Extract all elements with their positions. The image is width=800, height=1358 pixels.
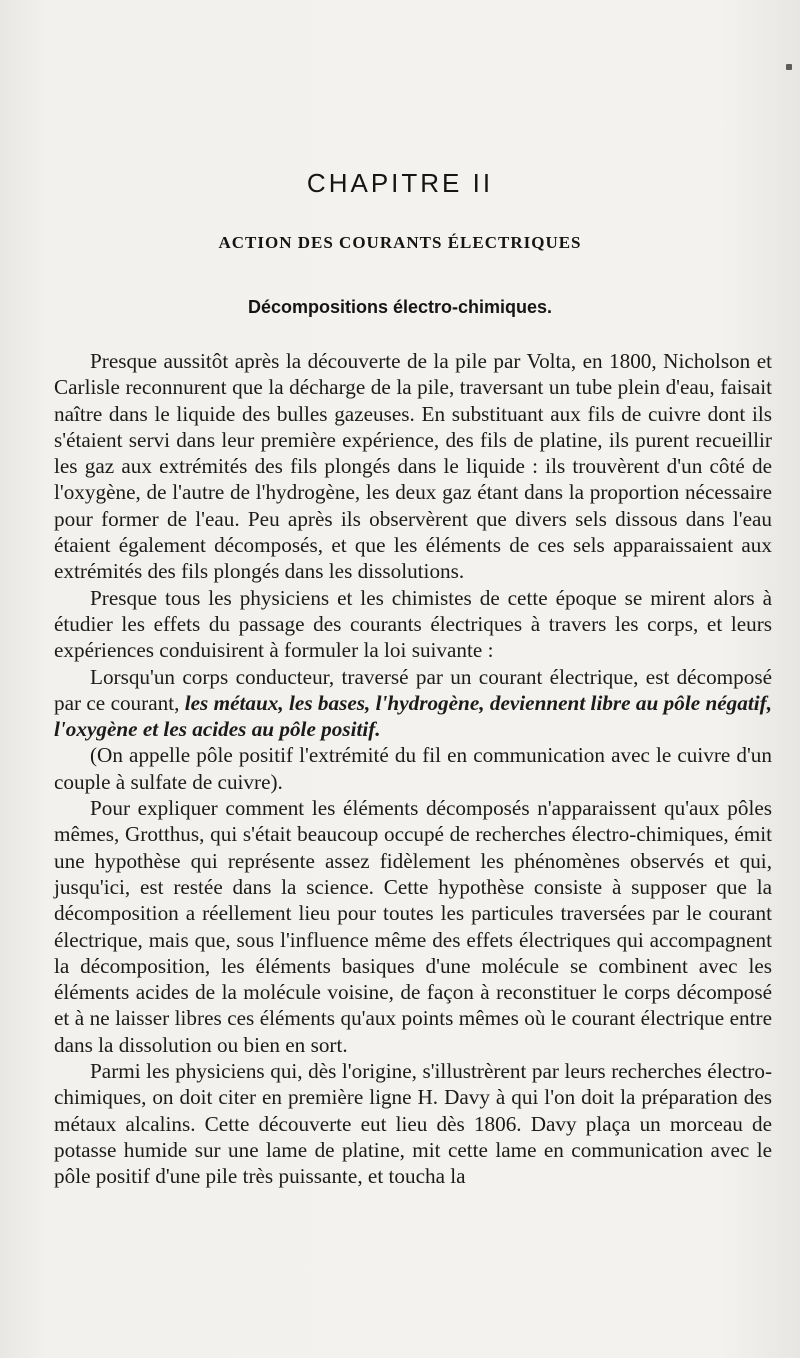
- paragraph-4: (On appelle pôle positif l'extrémité du fil en communication avec le cuivre d'un couple à sulfate de cuivre).: [54, 743, 772, 794]
- paragraph-1: Presque aussitôt après la découverte de la pile par Volta, en 1800, Nicholson et Carlisle reconnurent que la décharge de la pile, traversant un tube plein d'eau, faisait naître dans le liquide des bulles gazeuses. En substituant aux fils de cuivre dont ils s'étaient servi dans leur première expérience, des fils de platine, ils purent recueillir les gaz aux extrémités des fils plongés dans le liquide : ils trouvèrent d'un côté de l'oxygène, de l'autre de l'hydrogène, les deux gaz étant dans la proportion nécessaire pour former de l'eau. Peu après ils observèrent que divers sels dissous dans l'eau étaient également décomposés, et que les éléments de ces sels apparaissaient aux extrémités des fils plongés dans les dissolutions.: [54, 349, 772, 584]
- paragraph-6: Parmi les physiciens qui, dès l'origine, s'illustrèrent par leurs recherches électro-chimiques, on doit citer en première ligne H. Davy à qui l'on doit la préparation des métaux alcalins. Cette découverte eut lieu dès 1806. Davy plaça un morceau de potasse humide sur une lame de platine, mit cette lame en communication avec le pôle positif d'une pile très puissante, et toucha la: [54, 1059, 772, 1189]
- page-edge-mark: [786, 64, 792, 70]
- subsection-title: Décompositions électro-chimiques.: [247, 297, 553, 317]
- body-text: [54, 348, 772, 1190]
- paragraph-2: Presque tous les physiciens et les chimistes de cette époque se mirent alors à étudier les effets du passage des courants électriques à travers les corps, et leurs expériences conduisirent à formuler la loi suivante :: [54, 585, 772, 663]
- law-statement-emphasis: les métaux, les bases, l'hydrogène, deviennent libre au pôle négatif, l'oxygène et les acides au pôle positif.: [54, 690, 772, 742]
- paragraph-3-text: Lorsqu'un corps conducteur, traversé par un courant électrique, est décomposé par ce courant,: [54, 664, 772, 715]
- chapter-title: CHAPITRE II: [306, 168, 494, 198]
- section-title: ACTION DES COURANTS ÉLECTRIQUES: [218, 233, 582, 252]
- paragraph-3: [54, 664, 772, 743]
- paragraph-5: Pour expliquer comment les éléments décomposés n'apparaissent qu'aux pôles mêmes, Grotthus, qui s'était beaucoup occupé de recherches électro-chimiques, émit une hypothèse qui représente assez fidèlement les phénomènes observés et qui, jusqu'ici, est restée dans la science. Cette hypothèse consiste à supposer que la décomposition a réellement lieu pour toutes les particules traversées par le courant électrique, mais que, sous l'influence même des effets électriques qui accompagnent la décomposition, les éléments basiques d'une molécule se combinent avec les éléments acides de la molécule voisine, de façon à reconstituer le corps décomposé et à ne laisser libres ces éléments qu'aux points mêmes où le courant électrique entre dans la dissolution ou bien en sort.: [54, 796, 772, 1057]
